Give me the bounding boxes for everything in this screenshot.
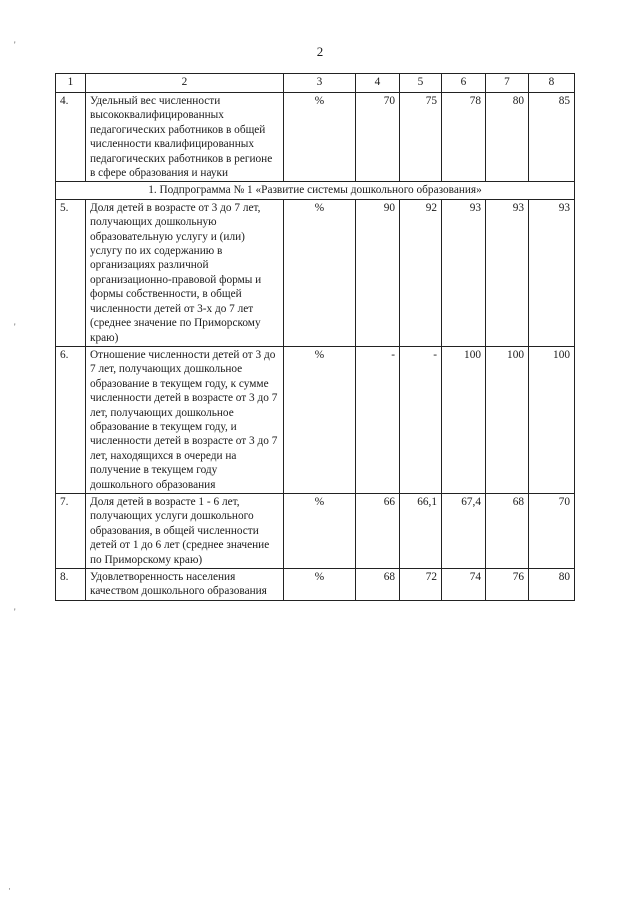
- margin-mark: ·: [8, 884, 11, 894]
- section-title: 1. Подпрограмма № 1 «Развитие системы дошкольного образования»: [56, 182, 575, 199]
- value-cell: 76: [486, 569, 529, 601]
- value-cell: 90: [356, 199, 400, 346]
- value-cell: 100: [486, 346, 529, 493]
- row-number: 5.: [56, 199, 86, 346]
- margin-mark: ': [14, 322, 16, 332]
- column-header: 8: [529, 74, 575, 93]
- page-number: 2: [316, 44, 324, 59]
- table-row: [56, 199, 575, 346]
- row-number: 8.: [56, 569, 86, 601]
- value-cell: 66: [356, 493, 400, 568]
- value-cell: 93: [529, 199, 575, 346]
- value-cell: 70: [529, 493, 575, 568]
- value-cell: 66,1: [400, 493, 442, 568]
- value-cell: 80: [529, 569, 575, 601]
- table-body: [56, 74, 575, 601]
- column-header: 2: [86, 74, 284, 93]
- value-cell: 92: [400, 199, 442, 346]
- unit: %: [284, 569, 356, 601]
- indicator-name: Удовлетворенность населения качеством дошкольного образования: [86, 569, 284, 601]
- value-cell: 93: [442, 199, 486, 346]
- value-cell: -: [356, 346, 400, 493]
- indicator-name: Удельный вес численности высококвалифицированных педагогических работников в общей численности квалифицированных педагогических работников в регионе в сфере образования и науки: [86, 93, 284, 182]
- table-row: [56, 493, 575, 568]
- value-cell: 93: [486, 199, 529, 346]
- column-header: 6: [442, 74, 486, 93]
- column-header: 3: [284, 74, 356, 93]
- indicator-name: Доля детей в возрасте 1 - 6 лет, получающих услуги дошкольного образования, в общей численности детей от 1 до 6 лет (среднее значение по Приморскому краю): [86, 493, 284, 568]
- value-cell: 80: [486, 93, 529, 182]
- row-number: 6.: [56, 346, 86, 493]
- unit: %: [284, 493, 356, 568]
- column-header: 7: [486, 74, 529, 93]
- table-row: [56, 346, 575, 493]
- column-header: 5: [400, 74, 442, 93]
- indicator-name: Отношение численности детей от 3 до 7 лет, получающих дошкольное образование в текущем году, к сумме численности детей в возрасте от 3 до 7 лет, получающих дошкольное образование в текущем году, и численности детей в возрасте от 3 до 7 лет, находящихся в очереди на получение в текущем году дошкольного образования: [86, 346, 284, 493]
- indicator-name: Доля детей в возрасте от 3 до 7 лет, получающих дошкольную образовательную услугу и (или) услугу по их содержанию в организациях различной организационно-правовой формы и формы собственности, в общей численности детей от 3-х до 7 лет (среднее значение по Приморскому краю): [86, 199, 284, 346]
- row-number: 7.: [56, 493, 86, 568]
- value-cell: 85: [529, 93, 575, 182]
- value-cell: 75: [400, 93, 442, 182]
- value-cell: 67,4: [442, 493, 486, 568]
- unit: %: [284, 346, 356, 493]
- value-cell: 100: [529, 346, 575, 493]
- indicators-table: [55, 73, 575, 601]
- column-header: 1: [56, 74, 86, 93]
- column-header: 4: [356, 74, 400, 93]
- value-cell: 68: [356, 569, 400, 601]
- value-cell: 70: [356, 93, 400, 182]
- value-cell: 78: [442, 93, 486, 182]
- value-cell: 68: [486, 493, 529, 568]
- margin-mark: ': [14, 40, 16, 50]
- value-cell: 100: [442, 346, 486, 493]
- unit: %: [284, 199, 356, 346]
- table-row: [56, 93, 575, 182]
- margin-mark: ': [14, 607, 16, 617]
- row-number: 4.: [56, 93, 86, 182]
- value-cell: 72: [400, 569, 442, 601]
- section-row: [56, 182, 575, 199]
- value-cell: 74: [442, 569, 486, 601]
- value-cell: -: [400, 346, 442, 493]
- table-row: [56, 569, 575, 601]
- unit: %: [284, 93, 356, 182]
- table-header-row: [56, 74, 575, 93]
